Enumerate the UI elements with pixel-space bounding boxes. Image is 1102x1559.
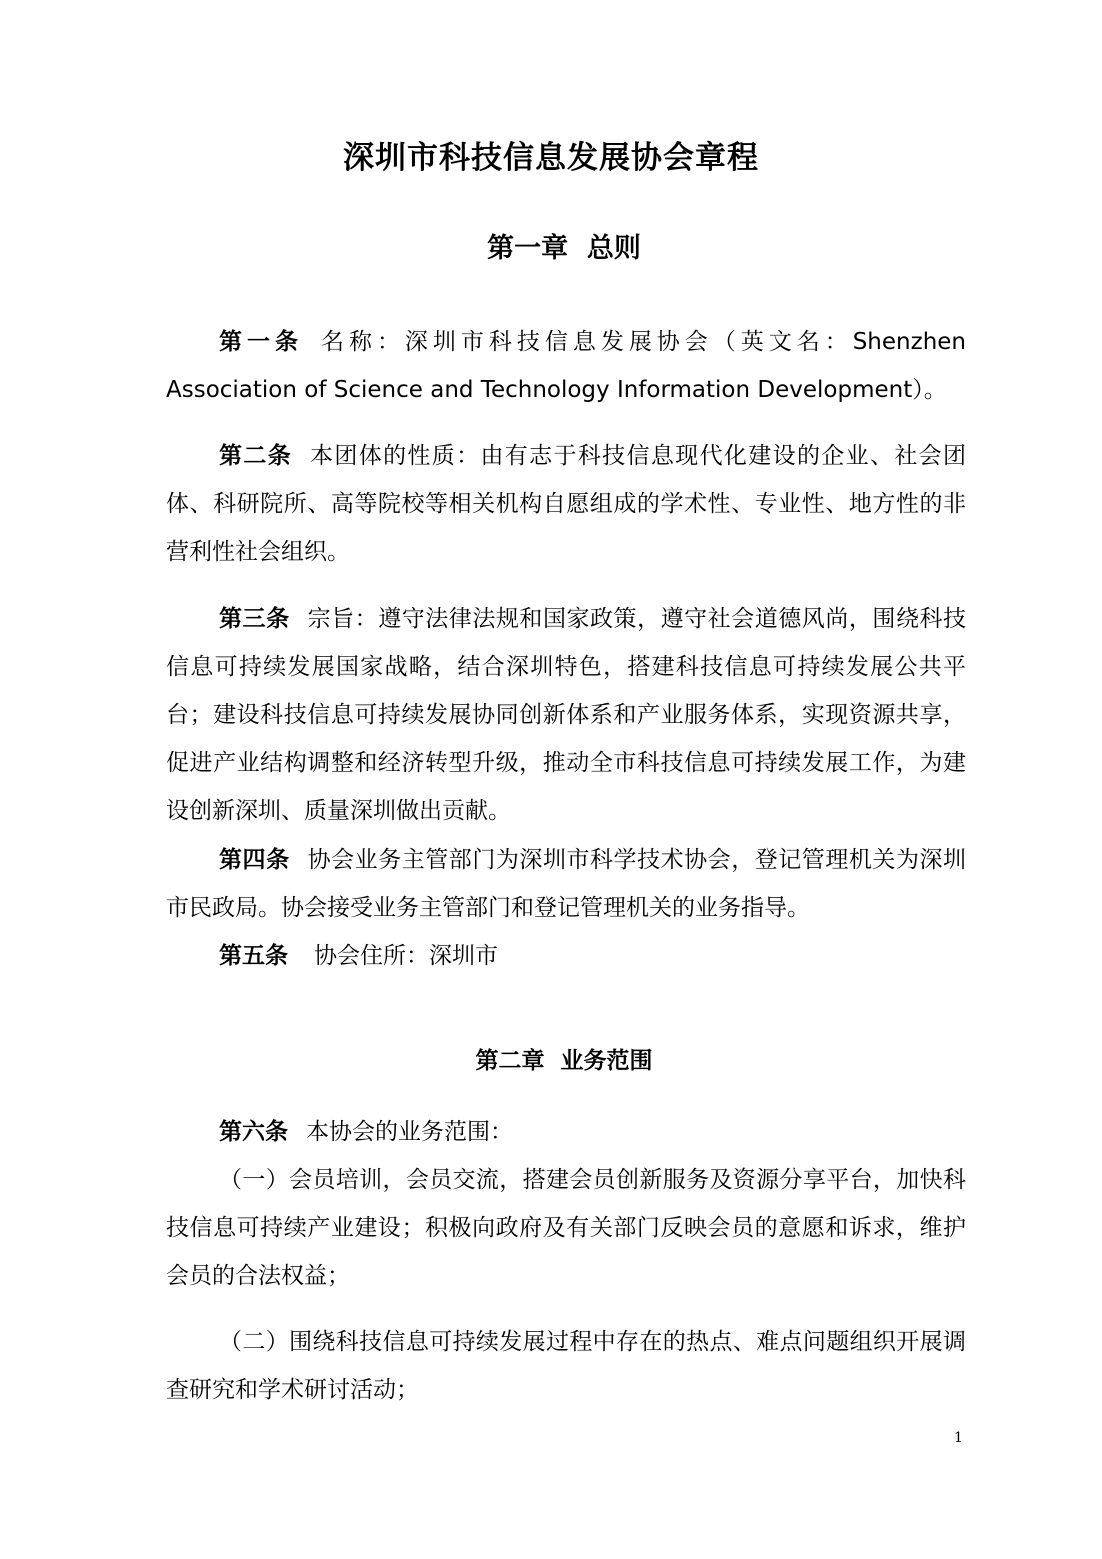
article-text: 协会住所：深圳市 [314, 943, 498, 969]
scope-item-2: （二）围绕科技信息可持续发展过程中存在的热点、难点问题组织开展调查研究和学术研讨活动； [166, 1329, 966, 1403]
article-text: 宗旨：遵守法律法规和国家政策，遵守社会道德风尚，围绕科技信息可持续发展国家战略，结合深圳特色，搭建科技信息可持续发展公共平台；建设科技信息可持续发展协同创新体系和产业服务体系，实现资源共享，促进产业结构调整和经济转型升级，推动全市科技信息可持续发展工作，为建设创新深圳、质量深圳做出贡献。 [166, 606, 967, 824]
article-6 [166, 1108, 966, 1156]
article-1 [166, 318, 966, 414]
article-text: 协会业务主管部门为深圳市科学技术协会，登记管理机关为深圳市民政局。协会接受业务主管部门和登记管理机关的业务指导。 [166, 847, 967, 921]
article-4 [166, 836, 966, 932]
document-title: 深圳市科技信息发展协会章程 [343, 140, 759, 176]
article-text: 本协会的业务范围： [306, 1119, 513, 1145]
article-number: 第六条 [219, 1119, 288, 1145]
article-2 [166, 432, 966, 576]
page-number: 1 [954, 1430, 963, 1446]
scope-item-1: （一）会员培训，会员交流，搭建会员创新服务及资源分享平台，加快科技信息可持续产业建设；积极向政府及有关部门反映会员的意愿和诉求，维护会员的合法权益； [166, 1167, 966, 1289]
chapter-1-title: 第一章 总则 [487, 233, 641, 264]
article-number: 第二条 [219, 443, 293, 469]
article-5 [166, 932, 966, 980]
article-number: 第五条 [219, 943, 288, 969]
article-number: 第四条 [219, 847, 290, 873]
article-text: 本团体的性质：由有志于科技信息现代化建设的企业、社会团体、科研院所、高等院校等相关机构自愿组成的学术性、专业性、地方性的非营利性社会组织。 [166, 443, 967, 565]
chapter-2-title: 第二章 业务范围 [475, 1048, 653, 1074]
article-number: 第三条 [219, 606, 290, 632]
article-text: 名称：深圳市科技信息发展协会（英文名：Shenzhen Association of Science and Technology Information Development）。 [166, 329, 966, 403]
article-3 [166, 595, 966, 835]
article-number: 第一条 [219, 329, 303, 355]
